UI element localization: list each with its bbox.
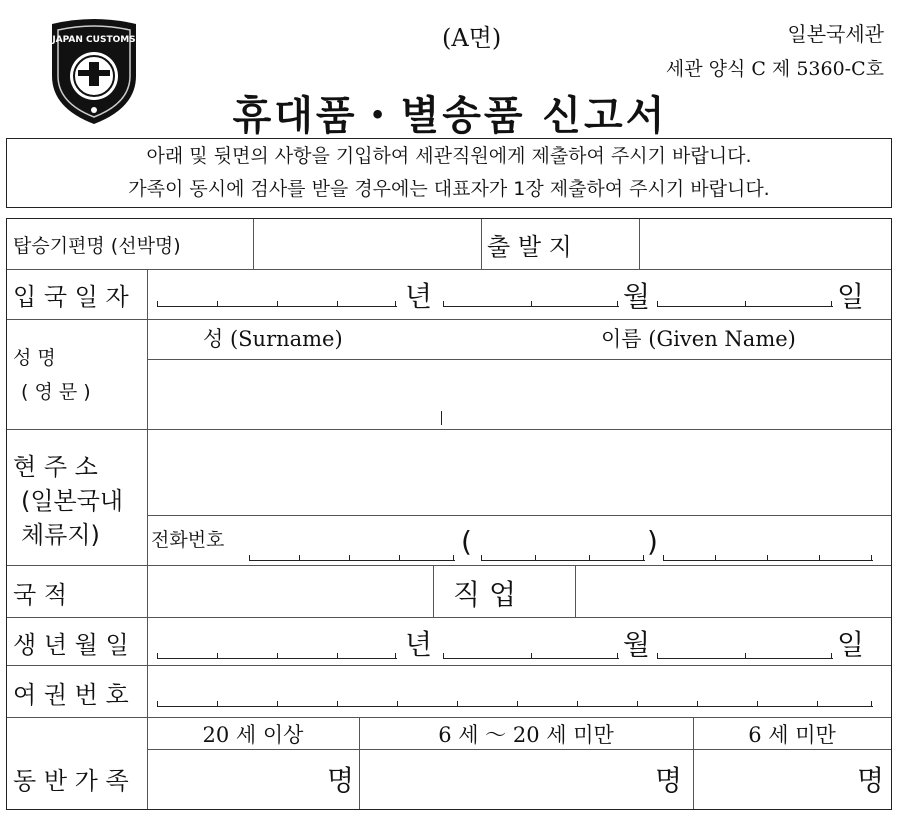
birth-month-unit: 월 [623, 628, 651, 661]
age-6-to-20-label: 6 세 ～ 20 세 미만 [438, 723, 614, 747]
passport-number-field[interactable] [157, 683, 873, 707]
birth-year-unit: 년 [405, 628, 433, 661]
declaration-form [6, 218, 892, 810]
address-sub-label-1: (일본국내 [21, 487, 124, 515]
given-name-label: 이름 (Given Name) [601, 327, 796, 351]
surname-label: 성 (Surname) [203, 327, 343, 351]
instructions-box [6, 138, 892, 208]
instruction-line-2: 가족이 동시에 검사를 받을 경우에는 대표자가 1장 제출하여 주시기 바랍니다. [128, 178, 770, 200]
departure-field[interactable] [641, 221, 889, 267]
issuing-authority: 일본국세관 [787, 22, 884, 46]
name-sub-label: ( 영 문 ) [21, 381, 91, 403]
persons-unit-2: 명 [655, 764, 683, 797]
logo-text: JAPAN CUSTOMS [52, 35, 136, 45]
passport-number-label: 여 권 번 호 [13, 681, 129, 709]
entry-day-field[interactable] [657, 281, 833, 307]
age-under-6-label: 6 세 미만 [748, 723, 836, 747]
page-title: 휴대품・별송품 신고서 [232, 93, 668, 139]
occupation-field[interactable] [577, 567, 889, 615]
family-over-20-count[interactable] [149, 751, 357, 807]
phone-label: 전화번호 [151, 529, 225, 551]
entry-month-field[interactable] [443, 281, 619, 307]
entry-year-unit: 년 [405, 280, 433, 313]
flight-number-label: 탑승기편명 (선박명) [13, 235, 181, 257]
entry-month-unit: 월 [623, 280, 651, 313]
accompanying-family-label: 동 반 가 족 [13, 767, 129, 795]
flight-number-field[interactable] [255, 221, 479, 267]
entry-date-label: 입 국 일 자 [13, 283, 129, 311]
phone-paren-close: ) [647, 525, 658, 558]
departure-label: 출 발 지 [487, 233, 572, 261]
phone-area-field[interactable] [249, 537, 455, 561]
phone-number-field[interactable] [663, 537, 873, 561]
nationality-field[interactable] [149, 567, 431, 615]
persons-unit-1: 명 [327, 764, 355, 797]
age-over-20-label: 20 세 이상 [202, 723, 304, 747]
address-label: 현 주 소 [13, 453, 98, 481]
entry-day-unit: 일 [837, 280, 865, 313]
address-sub-label-2: 체류지) [21, 521, 100, 549]
form-number: 세관 양식 C 제 5360-C호 [665, 58, 884, 80]
birth-day-field[interactable] [657, 633, 833, 659]
phone-exchange-field[interactable] [481, 537, 645, 561]
nationality-label: 국 적 [13, 581, 67, 609]
birth-day-unit: 일 [837, 628, 865, 661]
birth-year-field[interactable] [157, 633, 397, 659]
birth-month-field[interactable] [443, 633, 619, 659]
entry-year-field[interactable] [157, 281, 397, 307]
side-label: (A면) [442, 24, 502, 52]
family-6-to-20-count[interactable] [361, 751, 691, 807]
address-field[interactable] [149, 431, 891, 513]
name-field[interactable] [149, 361, 891, 427]
instruction-line-1: 아래 및 뒷면의 사항을 기입하여 세관직원에게 제출하여 주시기 바랍니다. [146, 145, 752, 167]
occupation-label: 직 업 [453, 578, 516, 611]
phone-paren-open: ( [461, 525, 472, 558]
name-label: 성 명 [13, 347, 56, 369]
persons-unit-3: 명 [857, 764, 885, 797]
birth-date-label: 생 년 월 일 [13, 631, 129, 659]
